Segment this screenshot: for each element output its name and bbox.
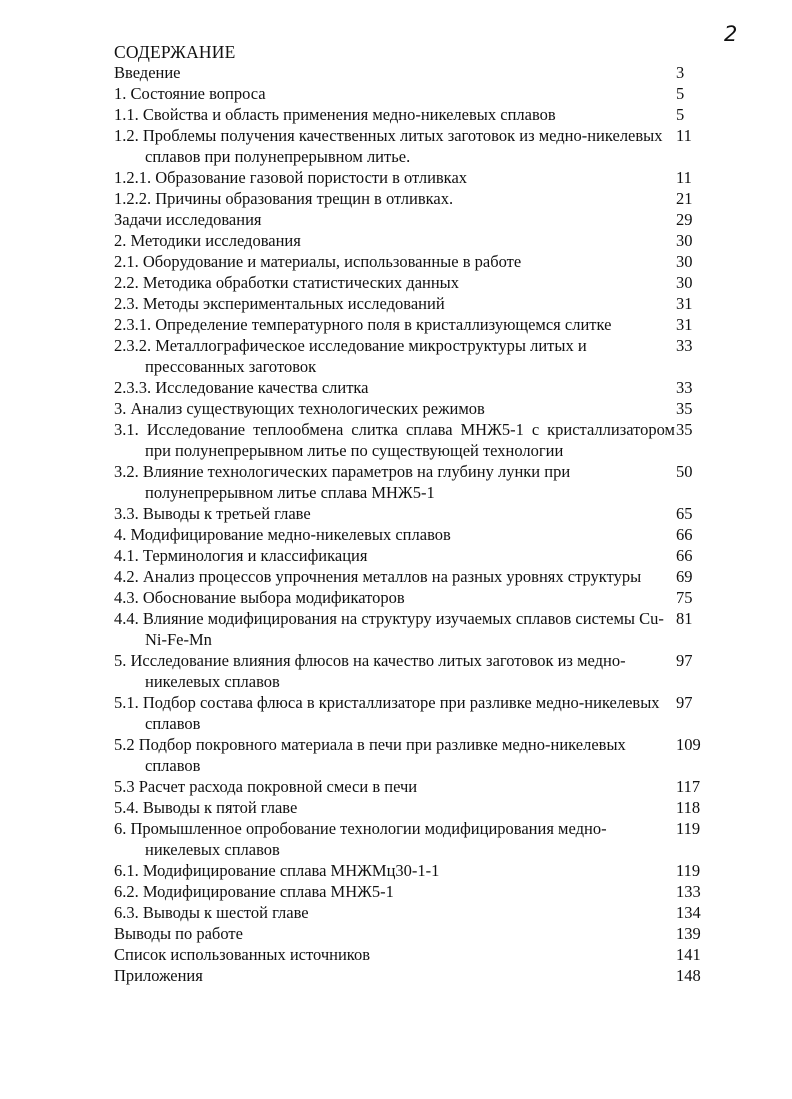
toc-entry-text: 2.3. Методы экспериментальных исследований xyxy=(114,294,445,313)
toc-entry-page: 148 xyxy=(676,966,701,985)
toc-entry-text: 6.3. Выводы к шестой главе xyxy=(114,903,309,922)
toc-entry-text: 2.3.3. Исследование качества слитка xyxy=(114,378,369,397)
toc-entry-2 xyxy=(114,230,714,251)
toc-entry-conclusions xyxy=(114,923,714,944)
toc-entry-page: 30 xyxy=(676,231,693,250)
toc-entry-text: 2. Методики исследования xyxy=(114,231,301,250)
toc-entry-text: 5.1. Подбор состава флюса в кристаллизаторе при разливке медно-никелевых сплавов xyxy=(114,693,660,733)
toc-entry-5 xyxy=(114,650,714,692)
toc-entry-page: 33 xyxy=(676,336,693,355)
toc-entry-text: 6.1. Модифицирование сплава МНЖМц30-1-1 xyxy=(114,861,440,880)
toc-entry-1 xyxy=(114,83,714,104)
toc-entry-text: Список использованных источников xyxy=(114,945,370,964)
toc-entry-4-4 xyxy=(114,608,714,650)
page-number: 2 xyxy=(724,22,738,46)
toc-entry-page: 69 xyxy=(676,567,693,586)
toc-entry-text: 3. Анализ существующих технологических режимов xyxy=(114,399,485,418)
toc-entry-3-3 xyxy=(114,503,714,524)
toc-entry-6-3 xyxy=(114,902,714,923)
toc-entry-3-1 xyxy=(114,419,714,461)
toc-entry-appendices xyxy=(114,965,714,986)
toc-entry-6-2 xyxy=(114,881,714,902)
toc-entry-2-3 xyxy=(114,293,714,314)
toc-entry-3-2 xyxy=(114,461,714,503)
toc-entry-page: 5 xyxy=(676,84,685,103)
toc-entry-page: 81 xyxy=(676,609,693,628)
toc-entry-text: 4.3. Обоснование выбора модификаторов xyxy=(114,588,405,607)
toc-entry-page: 133 xyxy=(676,882,701,901)
toc-entry-research-tasks xyxy=(114,209,714,230)
toc-entry-text: 5.2 Подбор покровного материала в печи при разливке медно-никелевых сплавов xyxy=(114,735,626,775)
toc-entry-page: 117 xyxy=(676,777,701,796)
toc-entry-2-1 xyxy=(114,251,714,272)
toc-entry-2-3-3 xyxy=(114,377,714,398)
toc-entry-text: 4. Модифицирование медно-никелевых сплавов xyxy=(114,525,451,544)
toc-entry-text: 6.2. Модифицирование сплава МНЖ5-1 xyxy=(114,882,394,901)
toc-entry-1-2-1 xyxy=(114,167,714,188)
toc-entry-page: 11 xyxy=(676,126,692,145)
toc-entry-6-1 xyxy=(114,860,714,881)
toc-entry-text: 4.4. Влияние модифицирования на структуру изучаемых сплавов системы Cu-Ni-Fe-Mn xyxy=(114,609,664,649)
toc-entry-2-3-2 xyxy=(114,335,714,377)
toc-entry-1-2-2 xyxy=(114,188,714,209)
toc-entry-3 xyxy=(114,398,714,419)
toc-entry-page: 66 xyxy=(676,546,693,565)
toc-entry-page: 141 xyxy=(676,945,701,964)
toc-entry-text: 1.1. Свойства и область применения медно-никелевых сплавов xyxy=(114,105,556,124)
toc-title: СОДЕРЖАНИЕ xyxy=(114,42,236,62)
toc-entry-page: 97 xyxy=(676,651,693,670)
toc-entry-page: 11 xyxy=(676,168,692,187)
toc-entry-text: 2.3.1. Определение температурного поля в кристаллизующемся слитке xyxy=(114,315,612,334)
toc-entry-text: 4.2. Анализ процессов упрочнения металлов на разных уровнях структуры xyxy=(114,567,642,586)
toc-entry-page: 118 xyxy=(676,798,701,817)
toc-entry-page: 35 xyxy=(676,399,693,418)
toc-entry-1-1 xyxy=(114,104,714,125)
toc-entry-2-3-1 xyxy=(114,314,714,335)
toc-entry-page: 29 xyxy=(676,210,693,229)
toc-entry-page: 5 xyxy=(676,105,685,124)
toc-entry-text: 1.2.2. Причины образования трещин в отливках. xyxy=(114,189,454,208)
toc-entry-page: 119 xyxy=(676,861,701,880)
toc-entry-text: 3.2. Влияние технологических параметров на глубину лунки при полунепрерывном литье сплава МНЖ5-1 xyxy=(114,462,571,502)
toc-entry-text: Выводы по работе xyxy=(114,924,243,943)
toc-entry-text: Приложения xyxy=(114,966,203,985)
toc-entry-4 xyxy=(114,524,714,545)
toc-entry-1-2 xyxy=(114,125,714,167)
toc-entry-page: 119 xyxy=(676,819,701,838)
toc-entry-text: 5.4. Выводы к пятой главе xyxy=(114,798,298,817)
toc-entry-text: 1.2. Проблемы получения качественных литых заготовок из медно-никелевых сплавов при полунепрерывном литье. xyxy=(114,126,663,166)
toc-entry-page: 30 xyxy=(676,252,693,271)
toc-entry-2-2 xyxy=(114,272,714,293)
toc-entry-text: 1.2.1. Образование газовой пористости в отливках xyxy=(114,168,468,187)
toc-entry-references xyxy=(114,944,714,965)
toc-entry-4-2 xyxy=(114,566,714,587)
toc-entry-page: 30 xyxy=(676,273,693,292)
toc-entry-page: 97 xyxy=(676,693,693,712)
toc-entry-page: 134 xyxy=(676,903,701,922)
toc-entry-5-4 xyxy=(114,797,714,818)
toc-entry-page: 109 xyxy=(676,735,701,754)
toc-entry-text: 5.3 Расчет расхода покровной смеси в печи xyxy=(114,777,418,796)
toc-entry-page: 31 xyxy=(676,315,693,334)
toc-entry-text: 2.1. Оборудование и материалы, использованные в работе xyxy=(114,252,522,271)
toc-entry-text: 3.3. Выводы к третьей главе xyxy=(114,504,311,523)
toc-entry-introduction xyxy=(114,62,714,83)
table-of-contents xyxy=(114,42,714,986)
toc-entry-page: 35 xyxy=(676,420,693,439)
toc-entry-text: 2.2. Методика обработки статистических данных xyxy=(114,273,460,292)
toc-entry-text: 5. Исследование влияния флюсов на качество литых заготовок из медно-никелевых сплавов xyxy=(114,651,626,691)
toc-entry-5-2 xyxy=(114,734,714,776)
toc-entry-text: Введение xyxy=(114,63,181,82)
toc-entry-text: 6. Промышленное опробование технологии модифицирования медно-никелевых сплавов xyxy=(114,819,607,859)
toc-entry-text: 2.3.2. Металлографическое исследование микроструктуры литых и прессованных заготовок xyxy=(114,336,587,376)
toc-entry-5-1 xyxy=(114,692,714,734)
toc-entry-page: 139 xyxy=(676,924,701,943)
toc-entry-page: 21 xyxy=(676,189,693,208)
toc-entry-page: 3 xyxy=(676,63,685,82)
toc-entry-page: 66 xyxy=(676,525,693,544)
toc-entry-4-3 xyxy=(114,587,714,608)
toc-entry-text: 3.1. Исследование теплообмена слитка сплава МНЖ5-1 с кристаллизатором при полунепрерывном литье по существующей технологии xyxy=(114,420,675,460)
toc-entry-text: 4.1. Терминология и классификация xyxy=(114,546,368,565)
toc-entry-text: Задачи исследования xyxy=(114,210,262,229)
toc-entry-page: 50 xyxy=(676,462,693,481)
toc-entry-5-3 xyxy=(114,776,714,797)
toc-entry-page: 75 xyxy=(676,588,693,607)
toc-entry-6 xyxy=(114,818,714,860)
toc-entry-page: 31 xyxy=(676,294,693,313)
toc-entry-page: 33 xyxy=(676,378,693,397)
toc-entry-4-1 xyxy=(114,545,714,566)
toc-entry-text: 1. Состояние вопроса xyxy=(114,84,266,103)
toc-entry-page: 65 xyxy=(676,504,693,523)
